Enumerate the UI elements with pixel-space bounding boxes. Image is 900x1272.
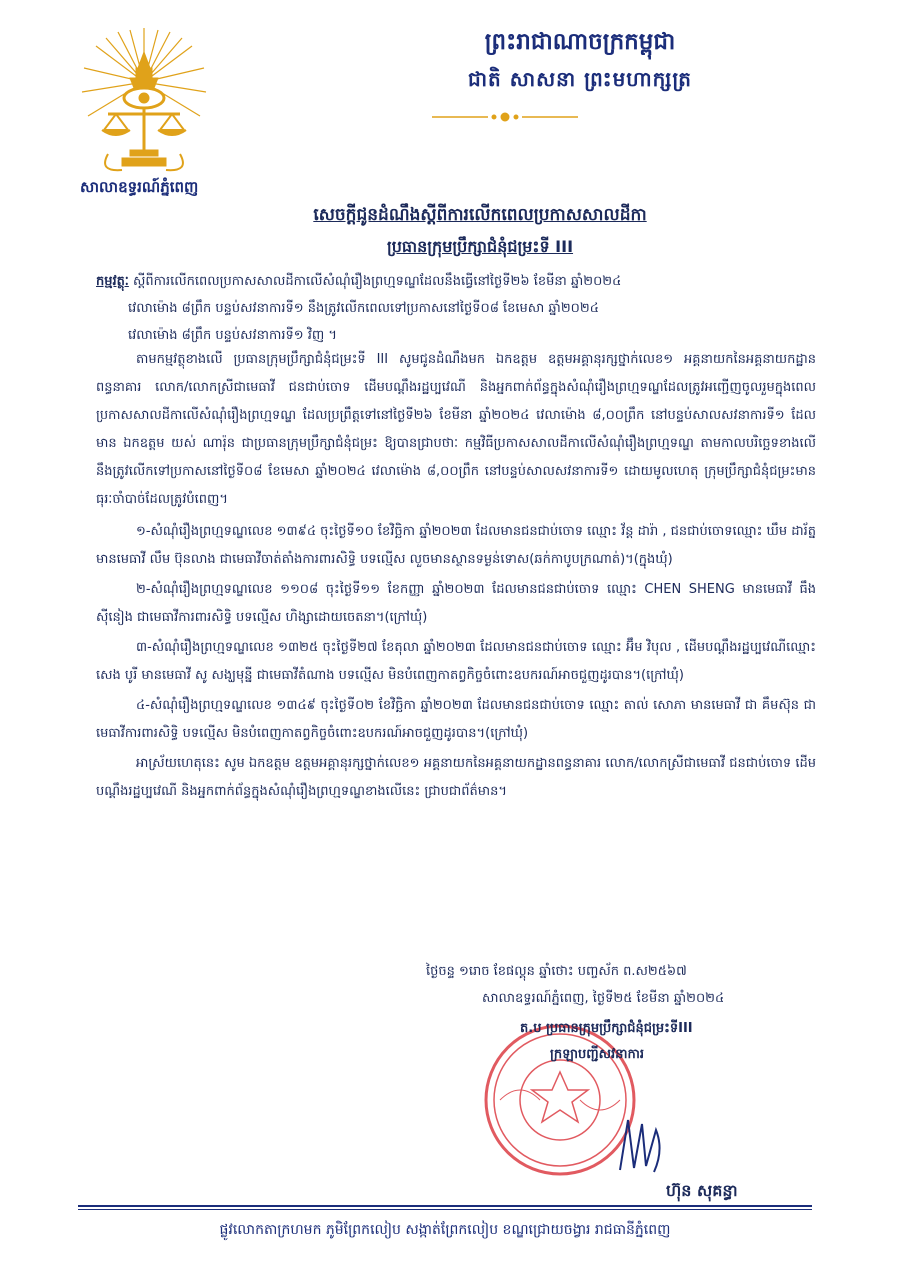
subject-line-2: វេលាម៉ោង ៨ព្រឹក បន្ទប់សវនាការទី១ នឹងត្រូវលើកពេលទៅប្រកាសនៅថ្ងៃទី០៨ ខែមេសា ឆ្នាំ២០២៤ bbox=[128, 301, 599, 316]
notice-title: សេចក្តីជូនដំណឹងស្តីពីការលើកពេលប្រកាសសាលដីកា bbox=[313, 205, 647, 225]
subject-line-1: ស្តីពីការលើកពេលប្រកាសសាលដីកាលើសំណុំរឿងព្រហ្មទណ្ឌដែលនឹងធ្វើនៅថ្ងៃទី២៦ ខែមីនា ឆ្នាំ២០២៤ bbox=[133, 274, 622, 289]
footer-divider bbox=[78, 1205, 812, 1207]
body-paragraph-2: អាស្រ័យហេតុនេះ សូម ឯកឧត្តម ឧត្តមអគ្គានុរក្សថ្នាក់លេខ១ អគ្គនាយកនៃអគ្គនាយកដ្ឋានពន្ធនាគារ លោក/លោកស្រីជាមេធាវី ជនជាប់ចោទ ដើមបណ្តឹងរដ្ឋប្បវេណី និងអ្នកពាក់ព័ន្ធក្នុងសំណុំរឿងព្រហ្មទណ្ឌខាងលើនេះ ជ្រាបជាព័ត៌មាន។ bbox=[96, 756, 816, 799]
signature-title-line-2: ក្រឡាបញ្ជីសវនាការ bbox=[550, 1047, 645, 1062]
footer-address: ផ្លូវលោកតាក្រហមក ភូមិព្រែកលៀប សង្កាត់ព្រែកលៀប ខណ្ឌជ្រោយចង្វារ រាជធានីភ្នំពេញ bbox=[219, 1222, 671, 1238]
case-item-1: ១-សំណុំរឿងព្រហ្មទណ្ឌលេខ ១៣៩៤ ចុះថ្ងៃទី១០ ខែវិច្ឆិកា ឆ្នាំ២០២៣ ដែលមានជនជាប់ចោទ ឈ្មោះ វ័ន្ត ដារ៉ា , ជនជាប់ចោទឈ្មោះ ឃឹម ដារ័ត្ន មានមេធាវី លឹម ប៊ុនលាង ជាមេធាវីចាត់តាំងការពារសិទ្ធិ បទល្មើស លួចមានស្ថានទម្ងន់ទោស(ឆក់កាបូបក្រណាត់)។(ក្នុងឃុំ) bbox=[96, 524, 816, 567]
case-item-4: ៤-សំណុំរឿងព្រហ្មទណ្ឌលេខ ១៣៤៩ ចុះថ្ងៃទី០២ ខែវិច្ឆិកា ឆ្នាំ២០២៣ ដែលមានជនជាប់ចោទ ឈ្មោះ តាល់ សោភា មានមេធាវី ជា គឹមស៊ុន ជាមេធាវីការពារសិទ្ធិ បទល្មើស មិនបំពេញកាតព្វកិច្ចចំពោះឧបករណ៍អាចជួញដូរបាន។(ក្រៅឃុំ) bbox=[96, 698, 816, 741]
subject-line-3: វេលាម៉ោង ៨ព្រឹក បន្ទប់សវនាការទី១ វិញ ។ bbox=[128, 328, 337, 343]
notice-subtitle: ប្រធានក្រុមប្រឹក្សាជំនុំជម្រះទី III bbox=[386, 237, 574, 256]
lunar-date: ថ្ងៃចន្ទ ១រោច ខែផល្គុន ឆ្នាំថោះ បញ្ចស័ក ព.ស២៥៦៧ bbox=[426, 964, 687, 979]
handwritten-signature bbox=[600, 1110, 680, 1180]
court-emblem bbox=[78, 22, 210, 174]
case-item-2: ២-សំណុំរឿងព្រហ្មទណ្ឌលេខ ១១០៨ ចុះថ្ងៃទី១១ ខែកញ្ញា ឆ្នាំ២០២៣ ដែលមានជនជាប់ចោទ ឈ្មោះ CHEN SHENG មានមេធាវី ធឹង ស៊ីនៀង ជាមេធាវីការពារសិទ្ធិ បទល្មើស ហិង្សាដោយចេតនា។(ក្រៅឃុំ) bbox=[96, 582, 816, 625]
body-paragraph-1: តាមកម្មវត្ថុខាងលើ ប្រធានក្រុមប្រឹក្សាជំនុំជម្រះទី III សូមជូនដំណឹងមក ឯកឧត្តម ឧត្តមអគ្គានុរក្សថ្នាក់លេខ១ អគ្គនាយកនៃអគ្គនាយកដ្ឋានពន្ធនាគារ លោក/លោកស្រីជាមេធាវី ជនជាប់ចោទ ដើមបណ្តឹងរដ្ឋប្បវេណី និងអ្នកពាក់ព័ន្ធក្នុងសំណុំរឿងព្រហ្មទណ្ឌដែលត្រូវអញ្ជើញចូលរួមក្នុងពេលប្រកាសសាលដីកាលើសំណុំរឿងព្រហ្មទណ្ឌ ដែលប្រព្រឹត្តទៅនៅថ្ងៃទី២៦ ខែមីនា ឆ្នាំ២០២៤ វេលាម៉ោង ៨,០០ព្រឹក នៅបន្ទប់សាលសវនាការទី១ ដែលមាន ឯកឧត្តម យស់ ណារ៉ុន ជាប្រធានក្រុមប្រឹក្សាជំនុំជម្រះ ឱ្យបានជ្រាបថាៈ កម្មវិធីប្រកាសសាលដីកាលើសំណុំរឿងព្រហ្មទណ្ឌ តាមកាលបរិច្ឆេទខាងលើ នឹងត្រូវលើកទៅប្រកាសនៅថ្ងៃទី០៨ ខែមេសា ឆ្នាំ២០២៤ វេលាម៉ោង ៨,០០ព្រឹក នៅបន្ទប់សាលសវនាការទី១ ដោយមូលហេតុ ក្រុមប្រឹក្សាជំនុំជម្រះមានធុរៈចាំបាច់ដែលត្រូវបំពេញ។ bbox=[96, 352, 816, 507]
court-name: សាលាឧទ្ធរណ៍ភ្នំពេញ bbox=[80, 178, 199, 196]
subject-block bbox=[96, 268, 816, 349]
notice-body bbox=[96, 346, 816, 810]
solar-date: សាលាឧទ្ធរណ៍ភ្នំពេញ, ថ្ងៃទី២៥ ខែមីនា ឆ្នាំ២០២៤ bbox=[482, 991, 725, 1006]
subject-label: កម្មវត្ថុៈ bbox=[96, 274, 129, 289]
signer-name: ហ៊ុន សុគន្ធា bbox=[666, 1181, 738, 1200]
case-item-3: ៣-សំណុំរឿងព្រហ្មទណ្ឌលេខ ១៣២៥ ចុះថ្ងៃទី២៧ ខែតុលា ឆ្នាំ២០២៣ ដែលមានជនជាប់ចោទ ឈ្មោះ អ៊ឹម វិបុល , ដើមបណ្តឹងរដ្ឋប្បវេណីឈ្មោះ សេង បូរី មានមេធាវី សូ សង្ឃមុន្នី ជាមេធាវីតំណាង បទល្មើស មិនបំពេញកាតព្វកិច្ចចំពោះឧបករណ៍អាចជួញដូរបាន។(ក្រៅឃុំ) bbox=[96, 640, 816, 683]
signature-block bbox=[520, 1016, 800, 1068]
national-motto: ជាតិ សាសនា ព្រះមហាក្សត្រ bbox=[468, 67, 692, 91]
kingdom-title: ព្រះរាជាណាចក្រកម្ពុជា bbox=[484, 29, 676, 55]
signature-title-line-1: ត.ប ប្រធានក្រុមប្រឹក្សាជំនុំជម្រះទីIII bbox=[520, 1021, 693, 1036]
date-block bbox=[426, 958, 826, 1012]
footer-divider-thin bbox=[78, 1209, 812, 1210]
header-ornament bbox=[430, 110, 580, 124]
